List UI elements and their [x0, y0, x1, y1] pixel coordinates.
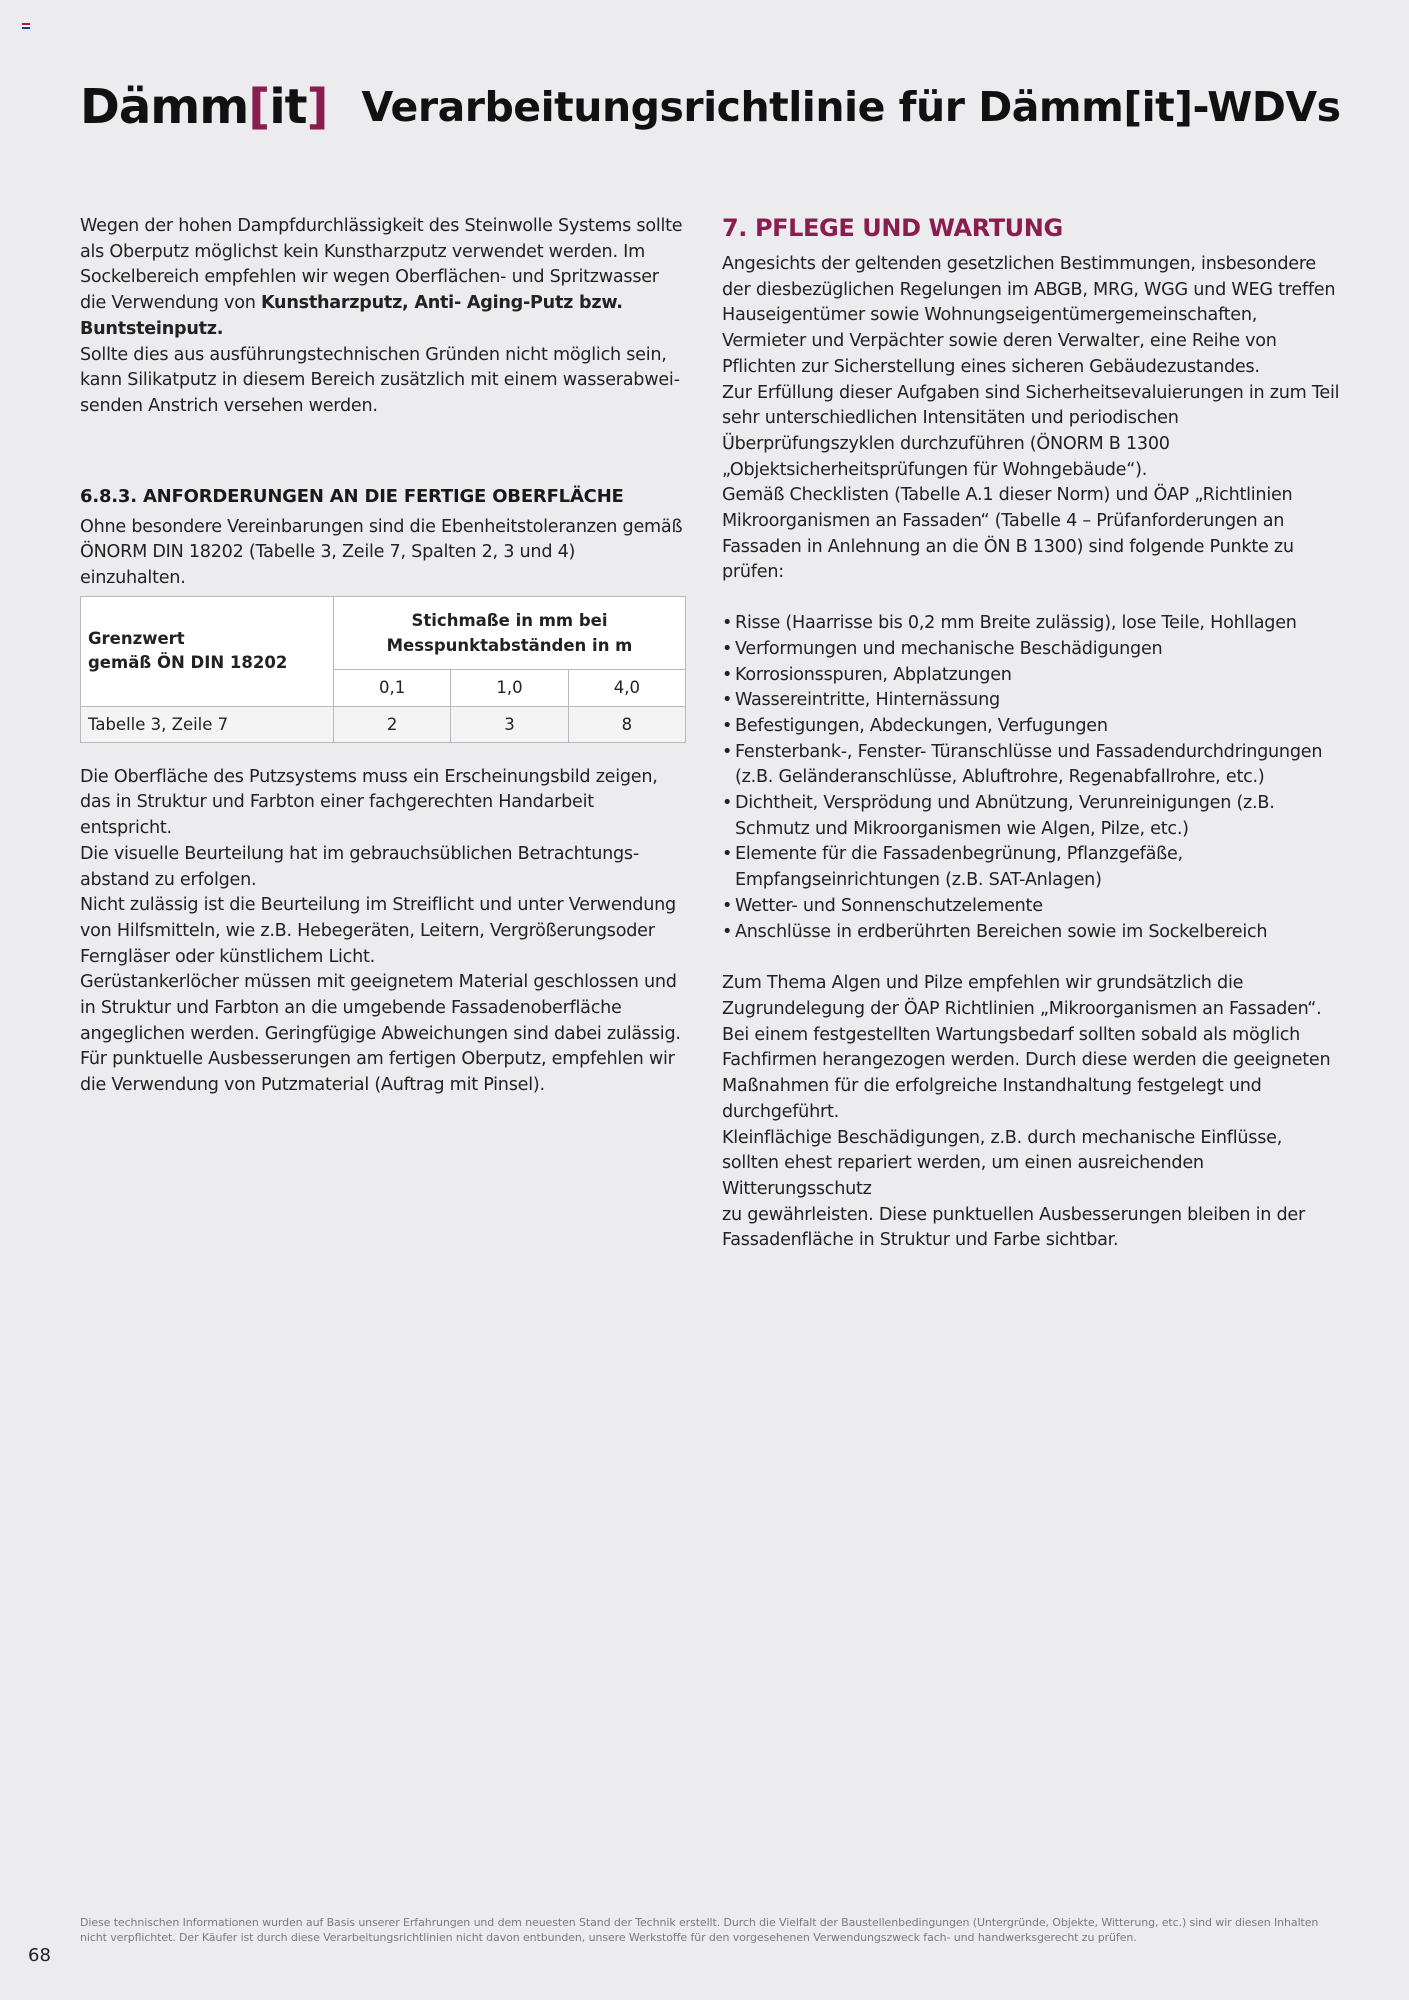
table-row-label: Tabelle 3, Zeile 7 — [81, 706, 334, 742]
list-item: • Dichtheit, Versprödung und Abnützung, Verunreinigungen (z.B. Schmutz und Mikroorganismen wie Algen, Pilze, etc.) — [722, 791, 1342, 842]
list-item: • Korrosionsspuren, Abplatzungen — [722, 663, 1342, 689]
table-header-row — [81, 596, 686, 669]
list-item: • Elemente für die Fassadenbegrünung, Pflanzgefäße, Empfangseinrichtungen (z.B. SAT-Anlagen) — [722, 842, 1342, 893]
table-header-measurement: Stichmaße in mm bei Messpunktabständen in m — [334, 596, 686, 669]
list-item: • Risse (Haarrisse bis 0,2 mm Breite zulässig), lose Teile, Hohllagen — [722, 611, 1342, 637]
table-row — [81, 706, 686, 742]
list-item: • Fensterbank-, Fenster- Türanschlüsse und Fassadendurchdringungen (z.B. Geländeranschlüsse, Abluftrohre, Regenabfallrohre, etc.) — [722, 740, 1342, 791]
table-header-limit: Grenzwert gemäß ÖN DIN 18202 — [81, 596, 334, 706]
page-header — [80, 78, 1340, 136]
maintenance-intro: Angesichts der geltenden gesetzlichen Bestimmungen, insbesondere der diesbezüglichen Regelungen im ABGB, MRG, WGG und WEG treffen Hauseigentümer sowie Wohnungseigentümergemeinschaften, Vermieter und Verpächter sowie deren Verwalter, eine Reihe von Pflichten zur Sicherstellung eines sicheren Gebäudezustandes. Zur Erfüllung dieser Aufgaben sind Sicherheitsevaluierungen in zum Teil sehr unterschiedlichen Intensitäten und periodischen Überprüfungszyklen durchzuführen (ÖNORM B 1300 „Objektsicherheitsprüfungen für Wohngebäude“). Gemäß Checklisten (Tabelle A.1 dieser Norm) und ÖAP „Richtlinien Mikroorganismen an Fassaden“ (Tabelle 4 – Prüfanforderungen an Fassaden in Anlehnung an die ÖN B 1300) sind folgende Punkte zu prüfen: — [722, 254, 1340, 583]
list-item: • Wassereintritte, Hinternässung — [722, 688, 1342, 714]
maintenance-closing: Zum Thema Algen und Pilze empfehlen wir grundsätzlich die Zugrundelegung der ÖAP Richtlinien „Mikroorganismen an Fassaden“. Bei einem festgestellten Wartungsbedarf sollten sobald als möglich Fachfirmen herangezogen werden. Durch diese werden die geeigneten Maßnahmen für die erfolgreiche Instandhaltung festgelegt und durchgeführt. Kleinflächige Beschädigungen, z.B. durch mechanische Einflüsse, sollten ehest repariert werden, um einen ausreichenden Witterungsschutz zu gewährleisten. Diese punktuellen Ausbesserungen bleiben in der Fassadenfläche in Struktur und Farbe sichtbar. — [722, 973, 1331, 1251]
surface-paragraph: Die Oberfläche des Putzsystems muss ein Erscheinungsbild zeigen, das in Struktur und Farbton einer fachgerechten Handarbeit entspricht. Die visuelle Beurteilung hat im gebrauchsüblichen Betrachtungsabstand zu erfolgen. Nicht zulässig ist die Beurteilung im Streiflicht und unter Verwendung von Hilfsmitteln, wie z.B. Hebegeräten, Leitern, Vergrößerungsoder Ferngläser oder künstlichem Licht. Gerüstankerlöcher müssen mit geeignetem Material geschlossen und in Struktur und Farbton an die umgebende Fassadenoberfläche angeglichen werden. Geringfügige Abweichungen sind dabei zulässig. Für punktuelle Ausbesserungen am fertigen Oberputz, empfehlen wir die Verwendung von Putzmaterial (Auftrag mit Pinsel). — [80, 766, 681, 1096]
section-heading-7: 7. PFLEGE UND WARTUNG — [722, 214, 1063, 242]
table-distance-cell: 4,0 — [568, 669, 685, 706]
table-distance-cell: 0,1 — [334, 669, 451, 706]
left-column — [80, 214, 686, 1099]
tolerance-table — [80, 596, 686, 743]
list-item: • Anschlüsse in erdberührten Bereichen sowie im Sockelbereich — [722, 920, 1342, 946]
page-number: 68 — [28, 1945, 51, 1966]
language-flag-icon[interactable] — [22, 23, 30, 29]
section-intro: Ohne besondere Vereinbarungen sind die Ebenheitstoleranzen gemäß ÖNORM DIN 18202 (Tabelle 3, Zeile 7, Spalten 2, 3 und 4) einzuhalten. — [80, 516, 683, 589]
brand-logo: Dämm[it] — [80, 79, 328, 135]
table-value-cell: 8 — [568, 706, 685, 742]
list-item: • Wetter- und Sonnenschutzelemente — [722, 894, 1342, 920]
right-column — [722, 214, 1342, 1254]
section-heading-6-8-3: 6.8.3. ANFORDERUNGEN AN DIE FERTIGE OBERFLÄCHE — [80, 485, 624, 507]
document-title: Verarbeitungsrichtlinie für Dämm[it]-WDVs — [361, 83, 1341, 131]
list-item: • Befestigungen, Abdeckungen, Verfugungen — [722, 714, 1342, 740]
footer-disclaimer: Diese technischen Informationen wurden auf Basis unserer Erfahrungen und dem neuesten Stand der Technik erstellt. Durch die Vielfalt der Baustellenbedingungen (Untergründe, Objekte, Witterung, etc.) sind wir diesen Inhalten nicht verpflichtet. Der Käufer ist durch diese Verarbeitungsrichtlinien nicht davon entbunden, unsere Werkstoffe für den vorgesehenen Verwendungszweck fach- und handwerksgerecht zu prüfen. — [80, 1916, 1319, 1944]
table-distance-cell: 1,0 — [451, 669, 568, 706]
inspection-checklist — [722, 611, 1342, 945]
list-item: • Verformungen und mechanische Beschädigungen — [722, 637, 1342, 663]
table-value-cell: 3 — [451, 706, 568, 742]
table-value-cell: 2 — [334, 706, 451, 742]
intro-paragraph: Wegen der hohen Dampfdurchlässigkeit des Steinwolle Systems sollte als Oberputz möglichst kein Kunstharzputz verwendet werden. Im Sockelbereich empfehlen wir wegen Oberflächen- und Spritzwasser die Verwendung von Kunstharzputz, Anti- Aging-Putz bzw. Buntsteinputz. Sollte dies aus ausführungstechnischen Gründen nicht möglich sein, kann Silikatputz in diesem Bereich zusätzlich mit einem wasserabweisenden Anstrich versehen werden. — [80, 216, 683, 416]
